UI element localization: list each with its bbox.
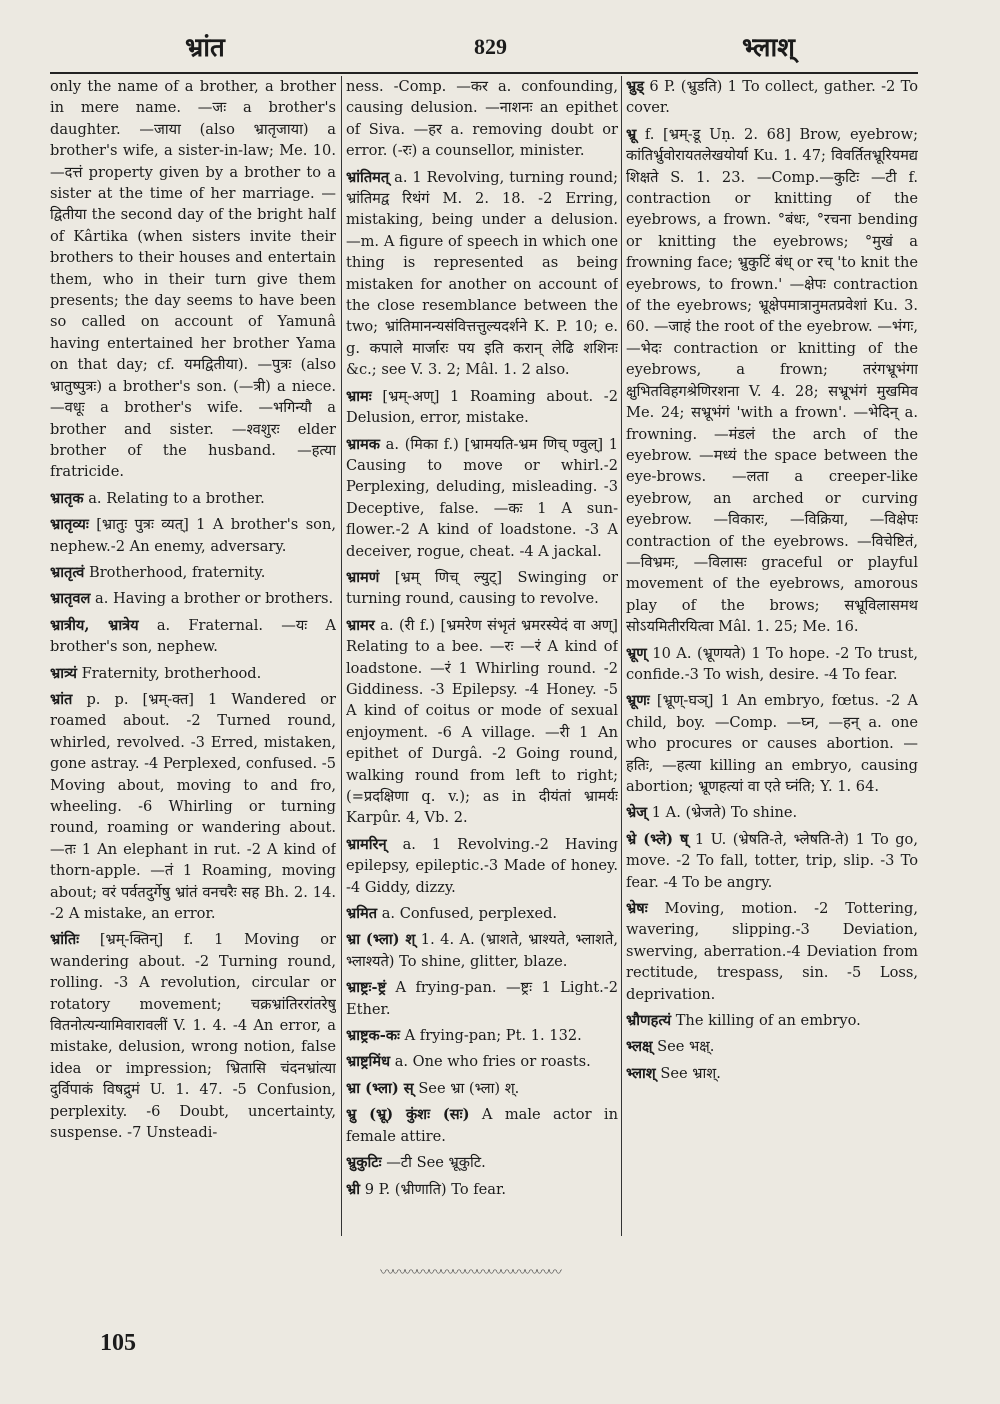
definition-text: a. Confused, perplexed.: [381, 905, 558, 923]
dictionary-entry: [346, 977, 618, 1020]
dictionary-entry: [346, 1078, 618, 1099]
headword: भ्रेषः: [626, 900, 648, 918]
definition-text: 10 A. (भ्रूणयते) 1 To hope. -2 To trust, confide.-3 To wish, desire. -4 To fear.: [626, 644, 918, 683]
dictionary-entry: [626, 1036, 918, 1057]
dictionary-entry: [626, 76, 918, 119]
definition-text: 1 A. (भ्रेजते) To shine.: [651, 804, 798, 822]
definition-text: [भ्रम् णिच् ल्युट्] Swinging or turning round, causing to revolve.: [346, 568, 618, 608]
definition-text: A frying-pan. —ष्ट्रः 1 Light.-2 Ether.: [346, 979, 618, 1018]
headword: भ्राष्ट्रः-ष्ट्रं: [346, 979, 387, 997]
headword: भ्रातृत्वं: [50, 563, 85, 581]
definition-text: ness. -Comp. —कर a. confounding, causing delusion. —नाशनः an epithet of Siva. —हर a. removing doubt or error. (-रः) a counsellor, minister.: [346, 78, 618, 160]
definition-text: Brotherhood, fraternity.: [88, 563, 266, 581]
column-1: [50, 76, 336, 1236]
headword: भ्रात्रीय, भ्रात्रेय: [50, 616, 139, 634]
dictionary-entry: [346, 386, 618, 429]
dictionary-entry: [346, 1179, 618, 1200]
headword: भ्रूणः: [626, 692, 650, 710]
definition-text: [भ्रातुः पुत्रः व्यत्] 1 A brother's son, nephew.-2 An enemy, adversary.: [50, 516, 336, 555]
definition-text: a. (मिका f.) [भ्रामयति-भ्रम णिच् ण्वुल्] 1 Causing to move or whirl.-2 Perplexing, deluding, misleading. -3 Deceptive, false. —कः 1 A sun-flower.-2 A kind of loadstone. -3 A deceiver, rogue, cheat. -4 A jackal.: [346, 435, 618, 560]
dictionary-entry: [50, 562, 336, 583]
definition-text: p. p. [भ्रम्-क्त] 1 Wandered or roamed about. -2 Turned round, whirled, revolved. -3 Erred, mistaken, gone astray. -4 Perplexed, confused. -5 Moving about, moving to and fro, wheeling. -6 Whirling or turning round, roaming or wandering about. —तः 1 An elephant in rut. -2 A kind of thorn-apple. —तं 1 Roaming, moving about; वरं पर्वतदुर्गेषु भ्रांतं वनचरैः सह Bh. 2. 14. -2 A mistake, an error.: [50, 690, 336, 923]
dictionary-entry: [50, 663, 336, 684]
definition-text: [भ्रम्-अण्] 1 Roaming about. -2 Delusion, error, mistake.: [346, 387, 618, 427]
column-3: [626, 76, 918, 1236]
headword: भ्रामर: [346, 616, 375, 634]
headword: भ्रू: [626, 125, 637, 143]
definition-text: a. One who fries or roasts.: [394, 1053, 591, 1071]
signature-mark: 105: [100, 1330, 136, 1356]
dictionary-entry: [50, 689, 336, 924]
page-number: 829: [474, 34, 507, 59]
dictionary-entry: [626, 829, 918, 893]
definition-text: See भ्राश्.: [660, 1064, 721, 1082]
dictionary-entry: [626, 1063, 918, 1084]
dictionary-entry: [50, 615, 336, 658]
headword: भ्रूण्: [626, 644, 647, 662]
definition-text: a. 1 Revolving.-2 Having epilepsy, epileptic.-3 Made of honey. -4 Giddy, dizzy.: [346, 835, 618, 896]
definition-text: only the name of a brother, a brother in mere name. —जः a brother's daughter. —जाया (also भ्रातृजाया) a brother's wife, a sister-in-law; Me. 10. —दत्तं property given by a brother to a sister at the time of her marriage. —द्वितीया the second day of the bright half of Kârtika (when sisters invite their brothers to their houses and entertain them, who in their turn give them presents; the day seems to have been so called on account of Yamunâ having entertained her brother Yama on that day; cf. यमद्वितीया). —पुत्रः (also भ्रातुष्पुत्रः) a brother's son. (—त्री) a niece. —वधूः a brother's wife. —भगिन्यौ a brother and sister. —श्वशुरः elder brother of the husband. —हत्या fratricide.: [50, 78, 336, 481]
dictionary-entry: [346, 434, 618, 562]
dictionary-entry: [346, 834, 618, 898]
definition-text: Fraternity, brotherhood.: [81, 664, 262, 682]
definition-text: The killing of an embryo.: [675, 1012, 861, 1030]
dictionary-entry: [346, 1051, 618, 1072]
headword: भ्रातृवल: [50, 590, 91, 608]
definition-text: A male actor in female attire.: [346, 1106, 618, 1145]
headword: भ्रेज्: [626, 804, 648, 822]
definition-text: 1. 4. A. (भ्राशते, भ्राश्यते, भ्लाशते, भ्लाश्यते) To shine, glitter, blaze.: [346, 931, 618, 970]
column-divider: [341, 76, 342, 1236]
definition-text: See भ्रा (भ्ला) श्.: [418, 1079, 520, 1097]
dictionary-entry: [346, 1152, 618, 1173]
headword: भ्रामक: [346, 435, 380, 453]
dictionary-entry: [346, 76, 618, 162]
definition-text: Moving, motion. -2 Tottering, wavering, slipping.-3 Deviation, swerving, aberration.-4 Deviation from rectitude, trespass, sin. -5 Loss, deprivation.: [626, 900, 918, 1003]
definition-text: A frying-pan; Pt. 1. 132.: [404, 1027, 582, 1045]
definition-text: —टी See भ्रूकुटि.: [386, 1154, 486, 1172]
headword: भ्राष्ट्रक-कः: [346, 1027, 400, 1045]
dictionary-entry: [346, 615, 618, 829]
headword: भ्लक्ष्: [626, 1038, 653, 1056]
header-rule: [50, 72, 918, 74]
dictionary-entry: [626, 802, 918, 823]
headword: भ्रांतिमत्: [346, 168, 390, 186]
headword: भ्रुकुटिः: [346, 1154, 382, 1172]
column-divider: [621, 76, 622, 1236]
headword: भ्रातृव्यः: [50, 516, 89, 534]
dictionary-entry: [346, 1104, 618, 1147]
header-right-word: भ्लाश्: [742, 33, 795, 63]
dictionary-entry: [346, 929, 618, 972]
definition-text: [भ्रूण्-घञ्] 1 An embryo, fœtus. -2 A child, boy. —Comp. —घ्न, —हन् a. one who procures or causes abortion. —हतिः, —हत्या killing an embryo, causing abortion; भ्रूणहत्यां वा एते घ्नंति; Y. 1. 64.: [626, 692, 918, 795]
headword: भ्रातृक: [50, 489, 84, 507]
headword: भ्री: [346, 1180, 361, 1198]
headword: भ्रुड्: [626, 78, 645, 95]
headword: भ्रा (भ्ला) श्: [346, 931, 416, 949]
header-left-word: भ्रांत: [185, 33, 225, 63]
headword: भ्रामणं: [346, 568, 380, 586]
headword: भ्रमित: [346, 905, 378, 923]
definition-text: [भ्रम्-क्तिन्] f. 1 Moving or wandering about. -2 Turning round, rolling. -3 A revolution, circular or rotatory movement; चक्रभ्रांतिररांतरेषु वितनोत्यन्यामिवारावलीं V. 1. 4. -4 An error, a mistake, delusion, wrong notion, false idea or impression; भ्रितासि चंदनभ्रांत्या दुर्विपाकं विषद्रुमं U. 1. 47. -5 Confusion, perplexity. -6 Doubt, uncertainty, suspense. -7 Unsteadi-: [50, 931, 336, 1142]
definition-text: a. Relating to a brother.: [88, 489, 265, 507]
dictionary-entry: [346, 1025, 618, 1046]
dictionary-entry: [50, 76, 336, 483]
dictionary-entry: [626, 898, 918, 1005]
headword: भ्रामः: [346, 387, 372, 405]
headword: भ्रा (भ्ला) स्: [346, 1079, 414, 1097]
dictionary-entry: [346, 167, 618, 381]
definition-text: a. 1 Revolving, turning round; भ्रांतिमद्व रिथंगं M. 2. 18. -2 Erring, mistaking, being under a delusion. —m. A figure of speech in which one thing is represented as being mistaken for another on account of the close resemblance between the two; भ्रांतिमानन्यसंवित्तत्तुल्यदर्शने K. P. 10; e. g. कपाले मार्जारः पय इति करान् लेढि शशिनः &c.; see V. 3. 2; Mâl. 1. 2 also.: [346, 168, 618, 379]
headword: भ्रांतिः: [50, 931, 80, 949]
definition-text: a. (री f.) [भ्रमरेण संभृतं भ्रमरस्येदं वा अण्] Relating to a bee. —रः —रं A kind of loadstone. —रं 1 Whirling round. -2 Giddiness. -3 Epilepsy. -4 Honey. -5 A kind of coitus or mode of sexual enjoyment. -6 A village. —री 1 An epithet of Durgâ. -2 Going round, walking round from left to right; (=प्रदक्षिणा q. v.); as in दीयंतां भ्रामर्यः Karpûr. 4, Vb. 2.: [346, 616, 618, 827]
end-ornament: 〰〰〰〰〰〰〰〰〰〰〰〰〰〰〰: [380, 1265, 560, 1281]
dictionary-entry: [346, 567, 618, 610]
column-2: [346, 76, 618, 1236]
definition-text: a. Having a brother or brothers.: [95, 590, 334, 608]
definition-text: 1 U. (भ्रेषति-ते, भ्लेषति-ते) 1 To go, move. -2 To fall, totter, trip, slip. -3 To fear. -4 To be angry.: [626, 830, 918, 891]
headword: भ्राष्ट्रमिंध: [346, 1053, 391, 1071]
headword: भ्रौणहत्यं: [626, 1012, 672, 1030]
dictionary-entry: [346, 903, 618, 924]
dictionary-entry: [626, 1010, 918, 1031]
dictionary-entry: [626, 643, 918, 686]
dictionary-entry: [50, 514, 336, 557]
headword: भ्रांत: [50, 690, 73, 708]
dictionary-entry: [626, 124, 918, 638]
headword: भ्रात्र्यं: [50, 664, 77, 682]
headword: भ्रु (भ्रू) कुंशः (सः): [346, 1106, 470, 1124]
definition-text: a. Fraternal. —यः A brother's son, nephew.: [50, 616, 336, 656]
definition-text: 9 P. (भ्रीणाति) To fear.: [364, 1180, 507, 1198]
dictionary-entry: [626, 690, 918, 797]
definition-text: 6 P. (भ्रुडति) 1 To collect, gather. -2 To cover.: [626, 78, 918, 117]
headword: भ्लाश्: [626, 1064, 656, 1082]
dictionary-entry: [50, 929, 336, 1143]
dictionary-entry: [50, 488, 336, 509]
definition-text: f. [भ्रम्-डू Uṇ. 2. 68] Brow, eyebrow; कांतिर्भ्रुवोरायतलेखयोर्या Ku. 1. 47; विवर्तितभ्रूरियमद्य शिक्षते S. 1. 23. —Comp.—कुटिः —टी f. contraction or knitting of the eyebrows, a frown. °बंधः, °रचना bending or knitting the eyebrows; °मुखं a frowning face; भ्रुकुटिं बंध् or रच् 'to knit the eyebrows, to frown.' —क्षेपः contraction of the eyebrows; भ्रूक्षेपमात्रानुमतप्रवेशां Ku. 3. 60. —जाहं the root of the eyebrow. —भंगः, —भेदः contraction or knitting of the eyebrows, a frown; तरंगभ्रूभंगा क्षुभितविहगश्रेणिरशना V. 4. 28; सभ्रूभंगं मुखमिव Me. 24; सभ्रूभंगं 'with a frown'. —भेदिन् a. frowning. —मंडलं the arch of the eyebrow. —मध्यं the space between the eye-brows. —लता a creeper-like eyebrow, an arched or curving eyebrow. —विकारः, —विक्रिया, —विक्षेपः contraction of the eyebrows. —विचेष्टितं, —विभ्रमः, —विलासः graceful or playful movement of the eyebrows, amorous play of the brows; सभ्रूविलासमथ सोऽयमितीरयित्वा Mâl. 1. 25; Me. 16.: [626, 125, 918, 636]
headword: भ्रामरिन्: [346, 835, 387, 853]
dictionary-entry: [50, 588, 336, 609]
headword: भ्रे (भ्ले) ष्: [626, 830, 689, 848]
definition-text: See भक्ष्.: [657, 1038, 715, 1056]
